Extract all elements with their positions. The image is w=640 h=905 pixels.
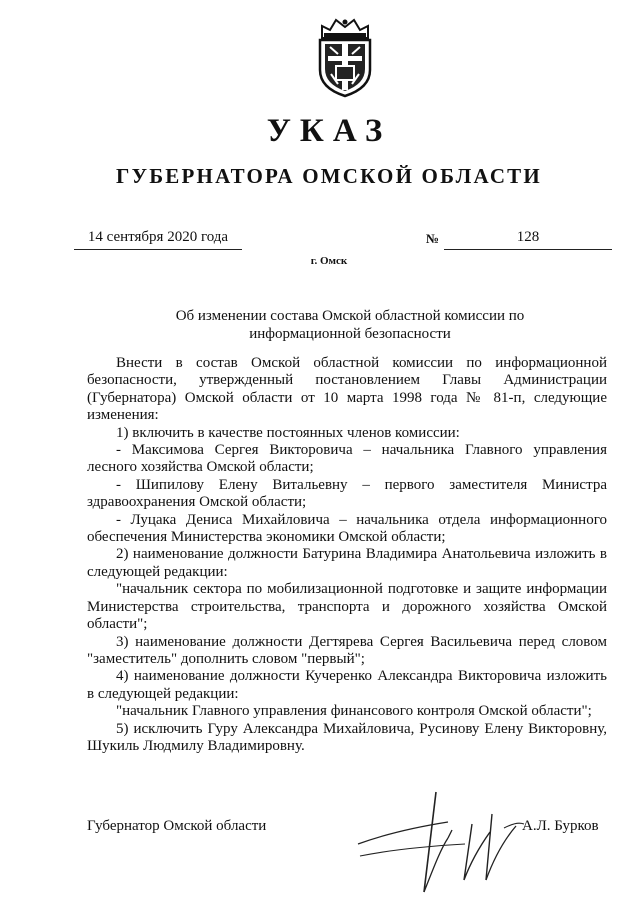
signer-name: А.Л. Бурков [522,818,599,834]
decree-subject [160,307,540,343]
decree-date: 14 сентября 2020 года [74,229,242,250]
signer-position: Губернатор Омской области [87,818,267,834]
body-paragraph: Внести в состав Омской областной комиссии по информационной безопасности, утвержденный постановлением Главы Администрации (Губернатора) Омской области от 10 марта 1998 года № 81-п, следующие изменения: [87,355,607,424]
number-sign: № [426,231,440,246]
body-paragraph: - Луцака Дениса Михайловича – начальника отдела информационного обеспечения Министерства экономики Омской области; [87,511,607,546]
decree-place: г. Омск [310,255,348,267]
handwritten-signature-icon [340,784,540,900]
subject-line: информационной безопасности [249,326,451,342]
body-paragraph: 4) наименование должности Кучеренко Александра Викторовича изложить в следующей редакции: [87,668,607,702]
decree-number: 128 [444,229,612,250]
subject-line: Об изменении состава Омской областной комиссии по [175,308,525,324]
decree-subtitle: ГУБЕРНАТОРА ОМСКОЙ ОБЛАСТИ [116,164,542,188]
decree-body [87,355,607,755]
omsk-coat-of-arms-icon [314,16,376,98]
body-paragraph: - Шипилову Елену Витальевну – первого заместителя Министра здравоохранения Омской области; [87,476,607,511]
body-paragraph: - Максимова Сергея Викторовича – начальника Главного управления лесного хозяйства Омской области; [87,442,607,476]
body-paragraph: 2) наименование должности Батурина Владимира Анатольевича изложить в следующей редакции: [87,546,607,580]
body-paragraph: 3) наименование должности Дегтярева Сергея Васильевича перед словом "заместитель" дополнить словом "первый"; [87,633,607,667]
decree-title: УКАЗ [266,113,392,149]
body-paragraph: "начальник сектора по мобилизационной подготовке и защите информации Министерства строительства, транспорта и дорожного хозяйства Омской области"; [87,581,607,633]
body-paragraph: 1) включить в качестве постоянных членов комиссии: [116,424,460,441]
body-paragraph: 5) исключить Гуру Александра Михайловича, Русинову Елену Викторовну, Шукиль Людмилу Владимировну. [87,720,607,754]
body-paragraph: "начальник Главного управления финансового контроля Омской области"; [116,703,592,720]
